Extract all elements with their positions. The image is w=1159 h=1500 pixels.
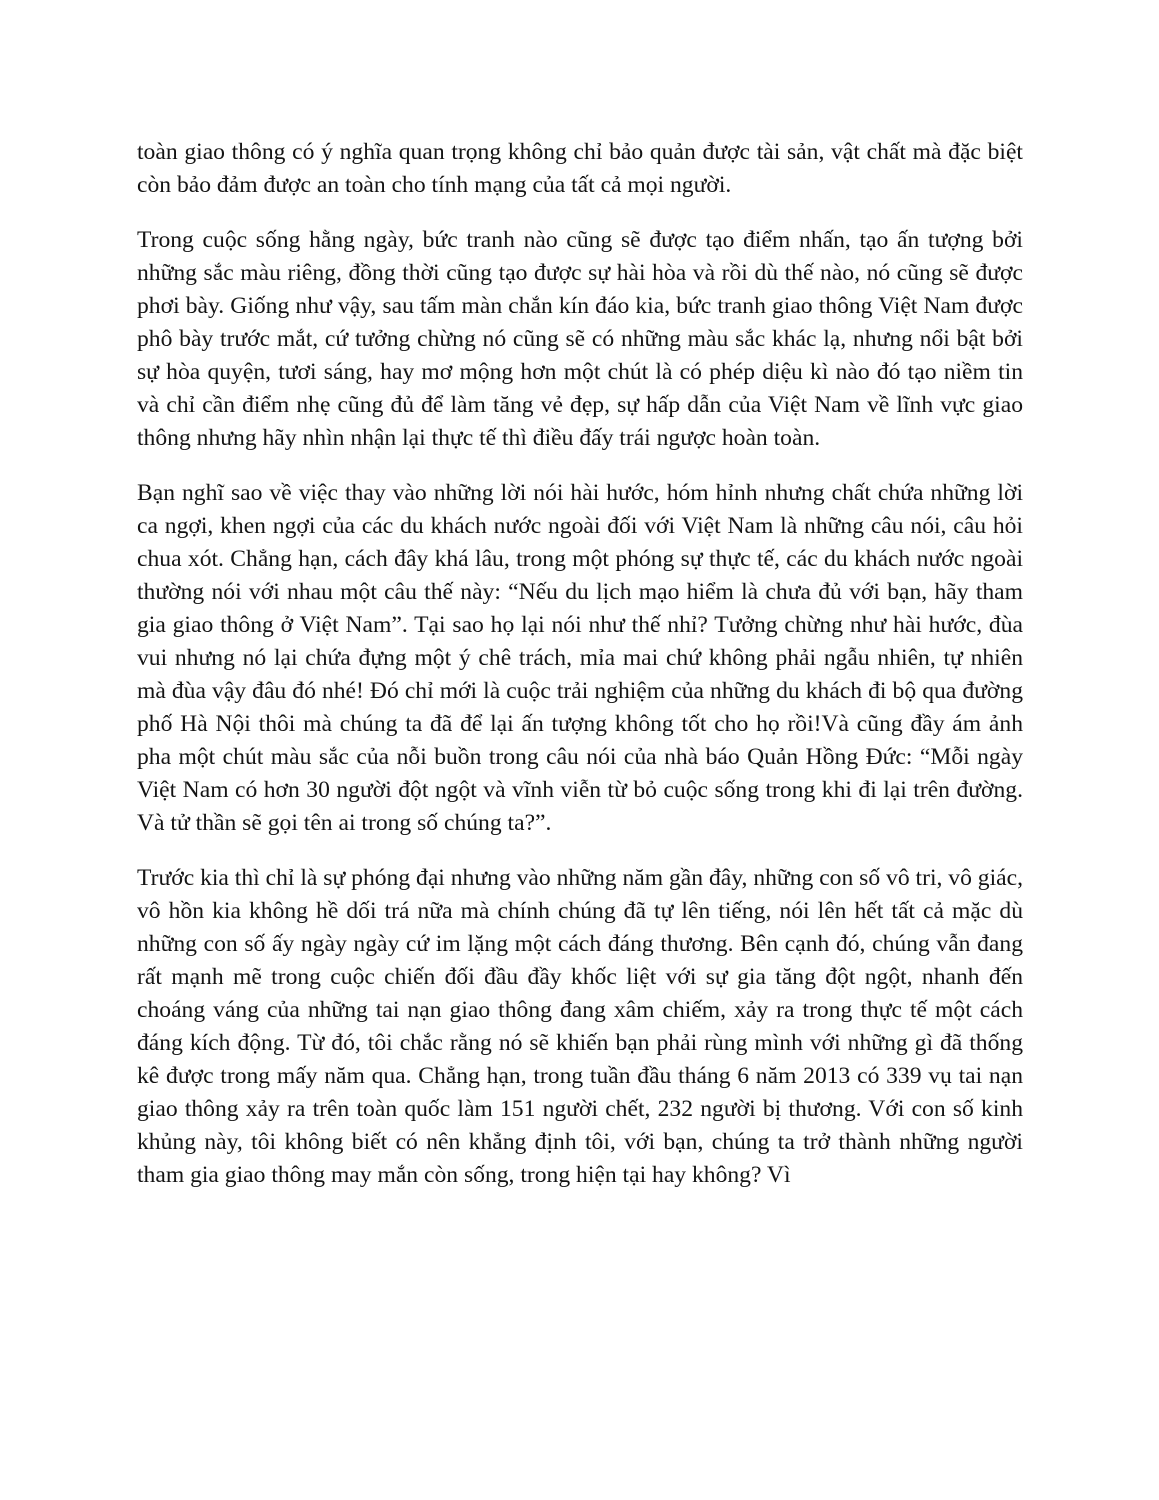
paragraph-2: Trong cuộc sống hằng ngày, bức tranh nào cũng sẽ được tạo điểm nhấn, tạo ấn tượng bởi những sắc màu riêng, đồng thời cũng tạo được sự hài hòa và rồi dù thế nào, nó cũng sẽ được phơi bày. Giống như vậy, sau tấm màn chắn kín đáo kia, bức tranh giao thông Việt Nam được phô bày trước mắt, cứ tưởng chừng nó cũng sẽ có những màu sắc khác lạ, nhưng nổi bật bởi sự hòa quyện, tươi sáng, hay mơ mộng hơn một chút là có phép diệu kì nào đó tạo niềm tin và chỉ cần điểm nhẹ cũng đủ để làm tăng vẻ đẹp, sự hấp dẫn của Việt Nam về lĩnh vực giao thông nhưng hãy nhìn nhận lại thực tế thì điều đấy trái ngược hoàn toàn. <box>137 227 1023 451</box>
paragraph-3: Bạn nghĩ sao về việc thay vào những lời nói hài hước, hóm hỉnh nhưng chất chứa những lời ca ngợi, khen ngợi của các du khách nước ngoài đối với Việt Nam là những câu nói, câu hỏi chua xót. Chẳng hạn, cách đây khá lâu, trong một phóng sự thực tế, các du khách nước ngoài thường nói với nhau một câu thế này: “Nếu du lịch mạo hiểm là chưa đủ với bạn, hãy tham gia giao thông ở Việt Nam”. Tại sao họ lại nói như thế nhỉ? Tưởng chừng như hài hước, đùa vui nhưng nó lại chứa đựng một ý chê trách, mỉa mai chứ không phải ngẫu nhiên, tự nhiên mà đùa vậy đâu đó nhé! Đó chỉ mới là cuộc trải nghiệm của những du khách đi bộ qua đường phố Hà Nội thôi mà chúng ta đã để lại ấn tượng không tốt cho họ rồi!Và cũng đầy ám ảnh pha một chút màu sắc của nỗi buồn trong câu nói của nhà báo Quản Hồng Đức: “Mỗi ngày Việt Nam có hơn 30 người đột ngột và vĩnh viễn từ bỏ cuộc sống trong khi đi lại trên đường. Và tử thần sẽ gọi tên ai trong số chúng ta?”. <box>137 480 1023 836</box>
document-body <box>137 136 1023 1192</box>
paragraph-1: toàn giao thông có ý nghĩa quan trọng không chỉ bảo quản được tài sản, vật chất mà đặc biệt còn bảo đảm được an toàn cho tính mạng của tất cả mọi người. <box>137 139 1023 198</box>
paragraph-4: Trước kia thì chỉ là sự phóng đại nhưng vào những năm gần đây, những con số vô tri, vô giác, vô hồn kia không hề dối trá nữa mà chính chúng đã tự lên tiếng, nói lên hết tất cả mặc dù những con số ấy ngày ngày cứ im lặng một cách đáng thương. Bên cạnh đó, chúng vẫn đang rất mạnh mẽ trong cuộc chiến đối đầu đầy khốc liệt với sự gia tăng đột ngột, nhanh đến choáng váng của những tai nạn giao thông đang xâm chiếm, xảy ra trong thực tế một cách đáng kích động. Từ đó, tôi chắc rằng nó sẽ khiến bạn phải rùng mình với những gì đã thống kê được trong mấy năm qua. Chẳng hạn, trong tuần đầu tháng 6 năm 2013 có 339 vụ tai nạn giao thông xảy ra trên toàn quốc làm 151 người chết, 232 người bị thương. Với con số kinh khủng này, tôi không biết có nên khẳng định tôi, với bạn, chúng ta trở thành những người tham gia giao thông may mắn còn sống, trong hiện tại hay không? Vì <box>137 865 1023 1188</box>
